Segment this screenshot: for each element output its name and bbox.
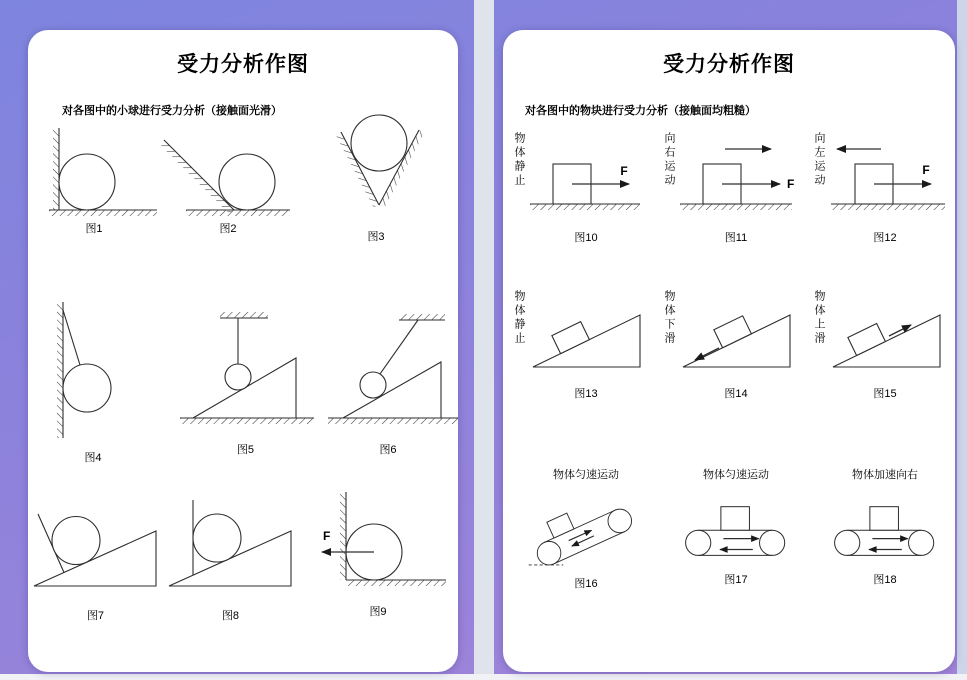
figure-15: [811, 282, 959, 401]
figure-13: [511, 282, 661, 401]
figure-5-drawing: [168, 306, 323, 438]
figure-caption: 图6: [379, 444, 397, 456]
figure-1: [28, 122, 160, 236]
figure-18: [811, 466, 959, 587]
condition-label: 物体静止: [513, 132, 525, 188]
figure-caption: 图12: [873, 232, 897, 244]
page-subtitle: 对各图中的小球进行受力分析（接触面光滑）: [62, 105, 282, 117]
page-subtitle: 对各图中的物块进行受力分析（接触面均粗糙）: [525, 105, 756, 117]
figure-16-drawing: [527, 484, 645, 572]
figure-2-drawing: [158, 122, 298, 217]
condition-label: 向左运动: [813, 132, 825, 188]
figure-14: [661, 282, 811, 401]
figure-caption: 图1: [85, 223, 103, 235]
figure-caption: 图17: [724, 574, 748, 586]
condition-label: 物体上滑: [813, 290, 825, 346]
condition-label: 物体静止: [513, 290, 525, 346]
condition-label: 物体下滑: [663, 290, 675, 346]
figure-14-drawing: [675, 282, 800, 382]
condition-label: 物体匀速运动: [553, 469, 619, 481]
page-gap-divider: [474, 0, 494, 680]
condition-label: 物体匀速运动: [703, 469, 769, 481]
force-label: F: [323, 529, 331, 543]
figure-11-drawing: [675, 124, 803, 226]
figure-12: [811, 124, 959, 245]
figure-7: [28, 474, 163, 623]
figure-caption: 图3: [367, 231, 385, 243]
figure-10-drawing: [525, 124, 645, 226]
figure-4: [28, 298, 158, 465]
figure-caption: 图9: [369, 606, 387, 618]
figure-caption: 图14: [724, 388, 748, 400]
force-label: F: [922, 163, 930, 177]
figure-3-drawing: [301, 110, 451, 225]
worksheet-page-left: [28, 30, 458, 672]
figure-caption: 图15: [873, 388, 897, 400]
figure-caption: 图13: [574, 388, 598, 400]
figure-caption: 图18: [873, 574, 897, 586]
figure-4-drawing: [28, 298, 158, 446]
figure-17-drawing: [673, 484, 799, 568]
page-title: 受力分析作图: [663, 53, 795, 76]
figure-caption: 图8: [221, 610, 240, 622]
figure-caption: 图4: [84, 452, 102, 464]
figure-caption: 图10: [574, 232, 598, 244]
figure-15-drawing: [825, 282, 950, 382]
figure-6: [313, 306, 463, 457]
figure-caption: 图5: [236, 444, 255, 456]
figure-caption: 图7: [86, 610, 105, 622]
figure-10: [511, 124, 661, 245]
figure-5: [168, 306, 323, 457]
figure-caption: 图16: [574, 578, 598, 590]
worksheet-page-right: [503, 30, 955, 672]
force-label: F: [787, 177, 795, 191]
bottom-edge-strip: [0, 674, 967, 680]
page-title: 受力分析作图: [177, 53, 309, 76]
figure-17: [661, 466, 811, 587]
figure-11: [661, 124, 811, 245]
figure-18-drawing: [822, 484, 948, 568]
figure-2: [158, 122, 298, 236]
figure-9-drawing: [308, 478, 448, 600]
figure-caption: 图11: [724, 232, 748, 244]
condition-label: 物体加速向右: [852, 469, 918, 481]
figure-12-drawing: [825, 124, 953, 226]
figure-8-drawing: [163, 474, 298, 604]
condition-label: 向右运动: [663, 132, 675, 188]
figure-1-drawing: [29, 122, 159, 217]
figure-8: [163, 474, 298, 623]
figure-16: [511, 466, 661, 591]
figure-3: [301, 110, 451, 244]
figure-7-drawing: [28, 474, 163, 604]
figure-6-drawing: [313, 306, 463, 438]
force-label: F: [620, 164, 628, 178]
figure-13-drawing: [525, 282, 650, 382]
figure-9: [308, 478, 448, 619]
figure-caption: 图2: [219, 223, 237, 235]
